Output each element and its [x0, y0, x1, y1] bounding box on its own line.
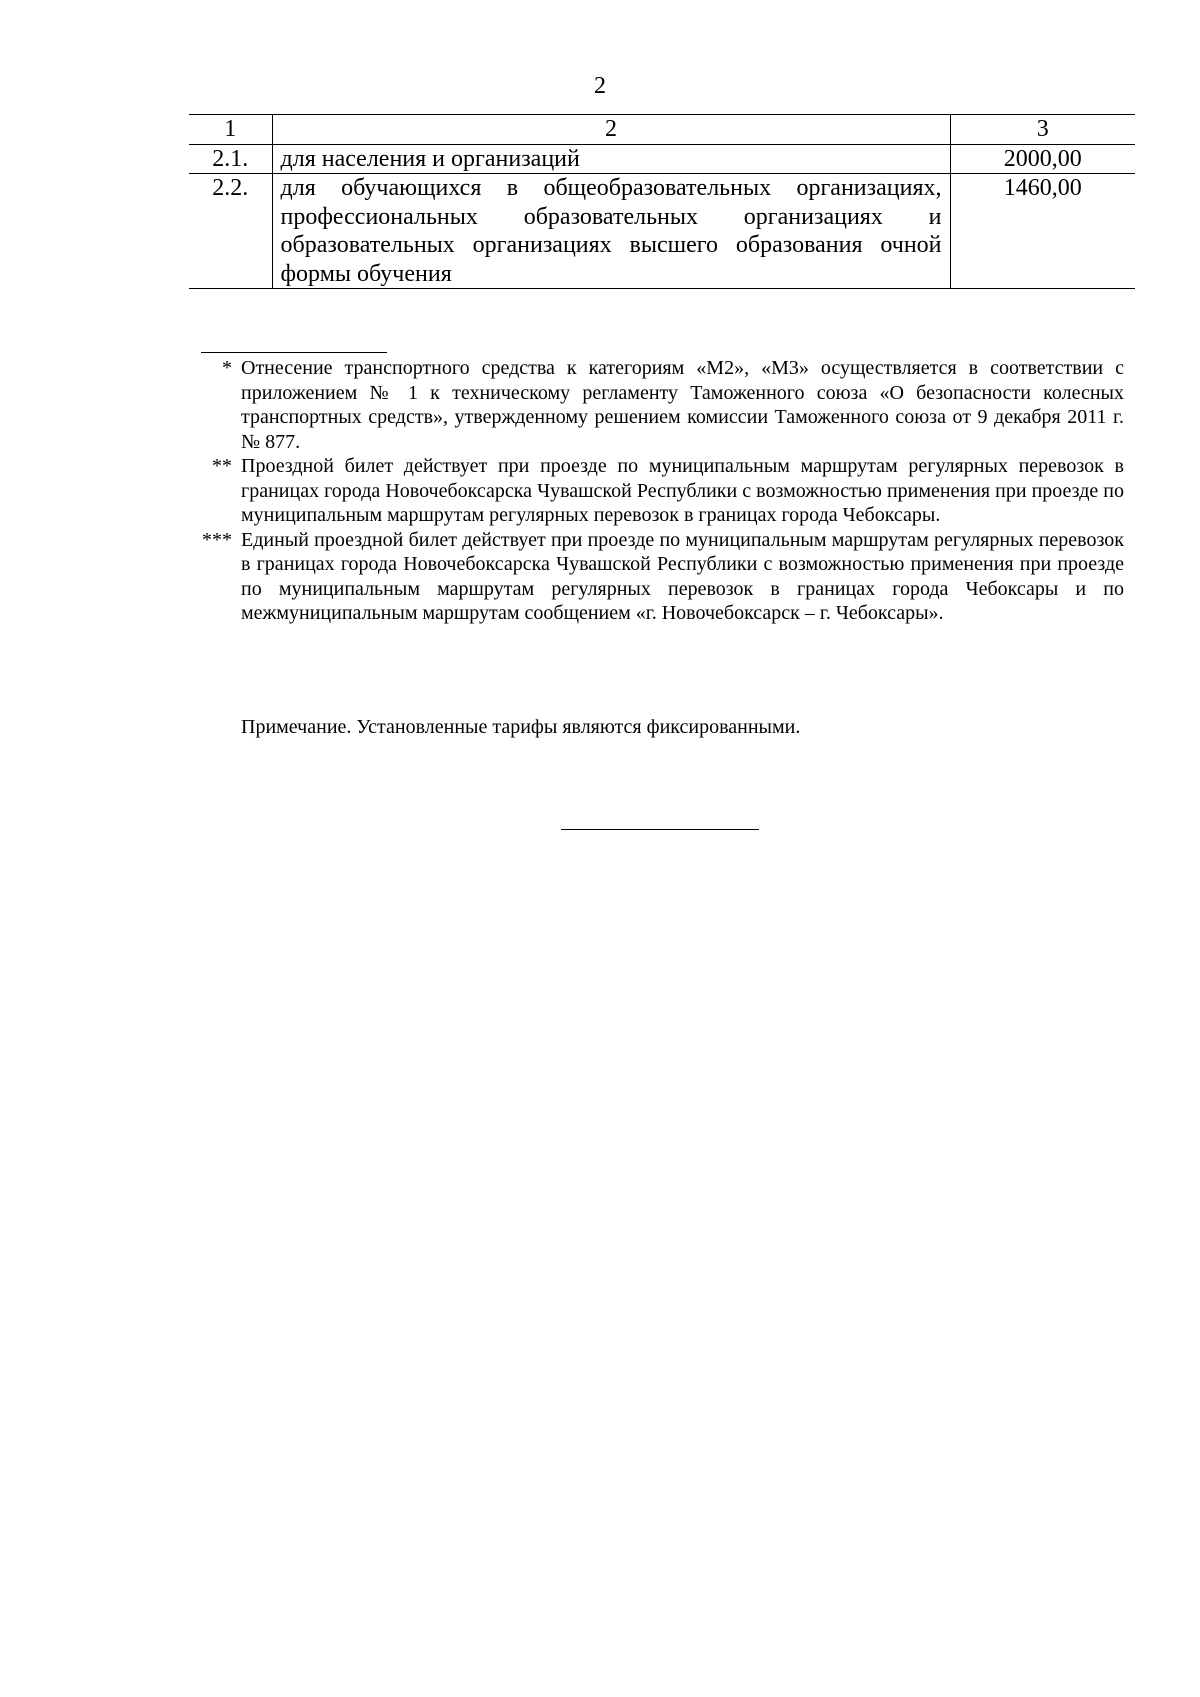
table-row [189, 174, 1135, 289]
end-separator [561, 829, 759, 830]
footnote [189, 454, 1124, 528]
footnote-mark: *** [202, 528, 232, 551]
row-description: для обучающихся в общеобразовательных организациях, профессиональных образовательных организациях и образовательных организациях высшего образования очной формы обучения [272, 174, 950, 289]
footnote-mark: * [222, 357, 232, 379]
row-price: 1460,00 [950, 174, 1135, 289]
row-number: 2.1. [189, 144, 272, 174]
table-row [189, 144, 1135, 174]
table-header-cell: 1 [189, 115, 272, 145]
footnote-mark: ** [212, 455, 232, 477]
tariff-table [189, 114, 1135, 289]
table-header-row [189, 115, 1135, 145]
footnotes [189, 356, 1124, 626]
footnote-text: Отнесение транспортного средства к категориям «М2», «М3» осуществляется в соответствии с приложением № 1 к техническому регламенту Таможенного союза «О безопасности колесных транспортных средств», утвержденному решением комиссии Таможенного союза от 9 декабря 2011 г. № 877. [241, 357, 1124, 453]
row-description: для населения и организаций [272, 144, 950, 174]
table-header-cell: 3 [950, 115, 1135, 145]
footnote-text: Единый проездной билет действует при проезде по муниципальным маршрутам регулярных перевозок в границах города Новочебоксарска Чувашской Республики с возможностью применения при проезде по муниципальным маршрутам регулярных перевозок в границах города Чебоксары и по межмуниципальным маршрутам сообщением «г. Новочебоксарск – г. Чебоксары». [241, 528, 1124, 624]
note-text: Примечание. Установленные тарифы являются фиксированными. [241, 716, 801, 738]
footnote-separator [201, 352, 387, 353]
footnote-text: Проездной билет действует при проезде по муниципальным маршрутам регулярных перевозок в границах города Новочебоксарска Чувашской Республики с возможностью применения при проезде по муниципальным маршрутам регулярных перевозок в границах города Чебоксары. [241, 455, 1124, 526]
row-number: 2.2. [189, 174, 272, 289]
row-price: 2000,00 [950, 144, 1135, 174]
page-number: 2 [594, 73, 606, 99]
table-header-cell: 2 [272, 115, 950, 145]
footnote [189, 356, 1124, 454]
footnote [189, 528, 1124, 626]
